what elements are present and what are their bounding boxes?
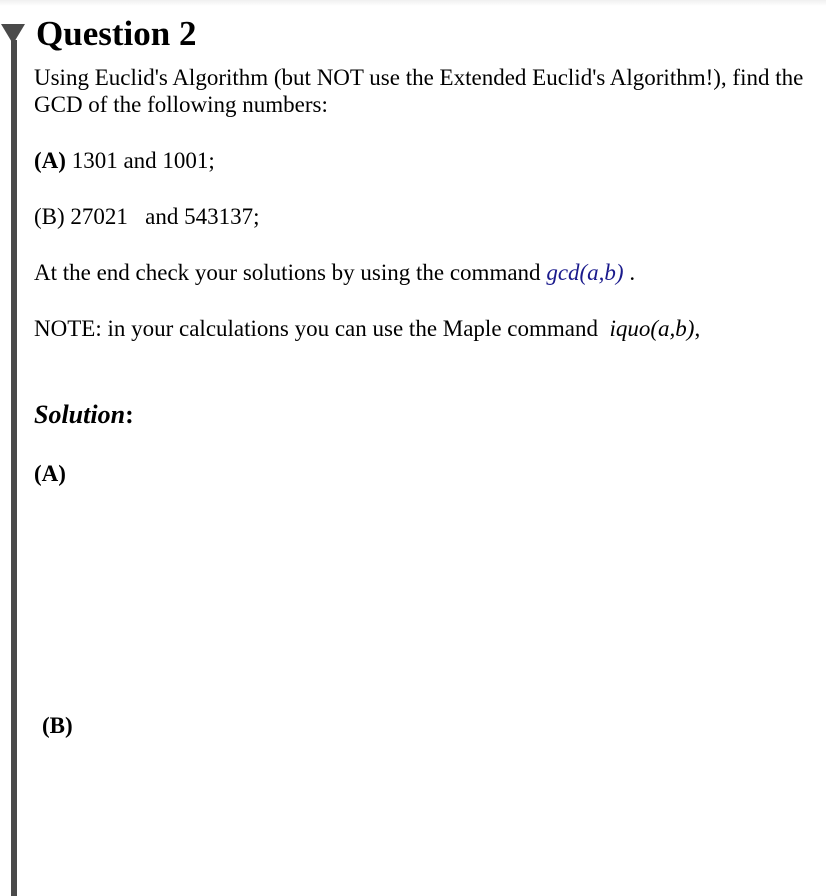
section-title: Question 2	[36, 14, 197, 53]
solution-part-b-label[interactable]: (B)	[42, 713, 73, 738]
note-text: NOTE: in your calculations you can use the Maple command	[34, 316, 610, 341]
question-part-a	[34, 147, 215, 174]
question-intro: Using Euclid's Algorithm (but NOT use the Extended Euclid's Algorithm!), find the GCD of the following numbers:	[34, 65, 804, 117]
question-part-b: (B) 27021 and 543137;	[34, 204, 260, 229]
solution-colon: :	[125, 400, 134, 429]
iquo-command: iquo(a,b)	[609, 316, 695, 341]
gcd-command: gcd(a,b)	[546, 260, 624, 285]
check-text: At the end check your solutions by using the command	[34, 260, 547, 285]
section-bar[interactable]	[11, 40, 17, 896]
solution-heading	[34, 400, 134, 430]
part-a-label: (A)	[34, 148, 66, 173]
note-instruction	[34, 315, 700, 342]
note-end: ,	[694, 316, 701, 341]
solution-part-a-label[interactable]: (A)	[34, 461, 66, 486]
solution-word: Solution	[34, 400, 126, 429]
check-end: .	[623, 260, 636, 285]
part-a-text: 1301 and 1001;	[65, 148, 215, 173]
check-instruction	[34, 259, 635, 286]
top-shadow	[0, 0, 826, 6]
